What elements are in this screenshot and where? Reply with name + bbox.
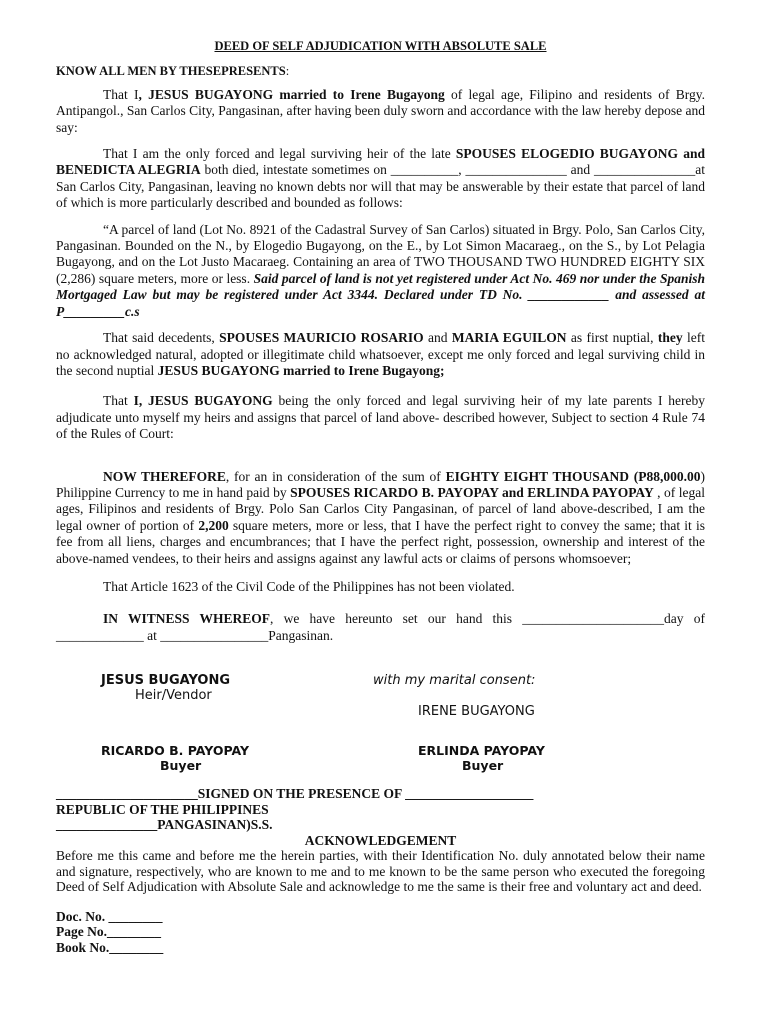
paragraph-adjudication: [56, 393, 705, 442]
p6-b: , for an in consideration of the sum of: [225, 468, 446, 484]
page-no-line: Page No.________: [56, 924, 161, 939]
p8-a: IN WITNESS WHEREOF: [103, 611, 270, 627]
spouse-name: IRENE BUGAYONG: [418, 704, 535, 719]
p8-b: , we have hereunto set our hand this _____________________day of _____________ at ________________Pangasinan.: [56, 611, 705, 643]
p4-b: SPOUSES MAURICIO ROSARIO: [219, 330, 424, 346]
paragraph-now-therefore: [56, 469, 705, 567]
p4-e: as first nuptial,: [566, 330, 658, 346]
know-all-colon: :: [285, 64, 290, 79]
p4-h: JESUS BUGAYONG married to Irene Bugayong;: [157, 362, 445, 378]
p1-c: of legal age, Filipino and residents of Brgy. Antipangol., San Carlos City, Pangasinan, after having been duly sworn and accordance with the law hereby depose and say:: [56, 86, 705, 135]
vendor-role: Heir/Vendor: [135, 688, 212, 703]
p4-a: That said decedents,: [103, 330, 220, 346]
paragraph-decedents: [56, 330, 705, 379]
p6-a: NOW THEREFORE: [103, 468, 226, 484]
buyer2-name: ERLINDA PAYOPAY: [418, 743, 545, 758]
paragraph-article-1623: That Article 1623 of the Civil Code of the Philippines has not been violated.: [103, 578, 515, 594]
paragraph-heir: [56, 146, 705, 212]
p3-b: Said parcel of land is not yet registered under Act No. 469 nor under the Spanish Mortgaged Law but may be registered under Act 3344. Declared under TD No. ____________ and assessed at P_________c.s: [56, 270, 705, 319]
p2-b: SPOUSES ELOGEDIO BUGAYONG and BENEDICTA ALEGRIA: [56, 146, 706, 178]
p5-c: being the only forced and legal surviving heir of my late parents I hereby adjudicate unto myself my heirs and assigns that parcel of land above- described however, Subject to section 4 Rule 74 of the Rules of Court:: [56, 393, 705, 442]
republic-heading: REPUBLIC OF THE PHILIPPINES: [56, 801, 269, 817]
p6-g: 2,200: [198, 517, 229, 533]
document-title: DEED OF SELF ADJUDICATION WITH ABSOLUTE SALE: [214, 39, 547, 53]
vendor-name: JESUS BUGAYONG: [101, 673, 231, 688]
p6-e: SPOUSES RICARDO B. PAYOPAY and ERLINDA PAYOPAY: [290, 484, 654, 500]
p6-c: EIGHTY EIGHT THOUSAND (P88,000.00: [445, 468, 701, 484]
p4-c: and: [423, 330, 452, 346]
p6-h: square meters, more or less, that I have the perfect right to convey the same; that it is fee from all liens, charges and encumbrances; that I have the perfect right, possession, ownership and interest of the above-named vendees, to their heirs and assigns against any lawful acts or claims of persons whomsoever;: [56, 517, 705, 566]
p1-a: That I: [103, 86, 139, 102]
p4-g: left no acknowledged natural, adopted or illegitimate child whatsoever, except me only forced and legal surviving child in the second nuptial: [56, 330, 705, 378]
p6-d: ) Philippine Currency to me in hand paid by: [56, 468, 706, 500]
p5-b: I, JESUS BUGAYONG: [133, 393, 273, 409]
p2-a: That I am the only forced and legal surviving heir of the late: [103, 146, 456, 162]
p4-d: MARIA EGUILON: [451, 330, 567, 346]
book-no-line: Book No.________: [56, 939, 164, 955]
deed-body: [56, 38, 705, 644]
paragraph-land-description: [56, 222, 705, 320]
know-all-men-heading: [56, 63, 705, 79]
p3-a: “A parcel of land (Lot No. 8921 of the Cadastral Survey of San Carlos) situated in Brgy. Polo, San Carlos City, Pangasinan. Bounded on the N., by Elogedio Bugayong, on the E., by Lot Simon Macaraeg., on the S., by Lot Pelagia Bugayong, and on the Lot Justo Macaraeg. Containing an area of TWO THOUSAND TWO HUNDRED EIGHTY SIX (2,286) square meters, more or less.: [56, 221, 705, 286]
paragraph-in-witness: [56, 611, 705, 644]
buyer1-role: Buyer: [160, 758, 202, 773]
paragraph-affiant: [56, 87, 705, 136]
buyer1-name: RICARDO B. PAYOPAY: [101, 743, 249, 758]
p5-a: That: [103, 393, 134, 409]
p4-f: they: [657, 330, 683, 346]
signed-in-presence-line: _____________________SIGNED ON THE PRESENCE OF ___________________: [56, 786, 534, 801]
province-line: _______________PANGASINAN)S.S.: [56, 817, 273, 832]
doc-no-line: Doc. No. ________: [56, 908, 163, 924]
know-all-text: KNOW ALL MEN BY THESEPRESENTS: [56, 64, 286, 79]
acknowledgement-body: Before me this came and before me the herein parties, with their Identification No. duly annotated below their name and signature, respectively, who are known to me and to me known to be the same person who executed the foregoing Deed of Self Adjudication with Absolute Sale and acknowledge to me the same is their free and voluntary act and deed.: [56, 848, 705, 894]
marital-consent-label: with my marital consent:: [373, 673, 536, 688]
p2-c: both died, intestate sometimes on __________, _______________ and _______________at San Carlos City, Pangasinan, leaving no known debts nor will that may be answerable by their estate that parcel of land of which is more particularly described and bounded as follows:: [56, 162, 705, 211]
acknowledgement-heading: ACKNOWLEDGEMENT: [304, 832, 457, 848]
p6-f: , of legal ages, Filipinos and residents of Brgy. Polo San Carlos City Pangasinan, of parcel of land above-described, I am the legal owner of portion of: [56, 484, 706, 533]
p1-b: , JESUS BUGAYONG married to Irene Bugayong: [138, 86, 445, 102]
acknowledgement-section: [56, 786, 705, 955]
buyer2-role: Buyer: [462, 758, 504, 773]
